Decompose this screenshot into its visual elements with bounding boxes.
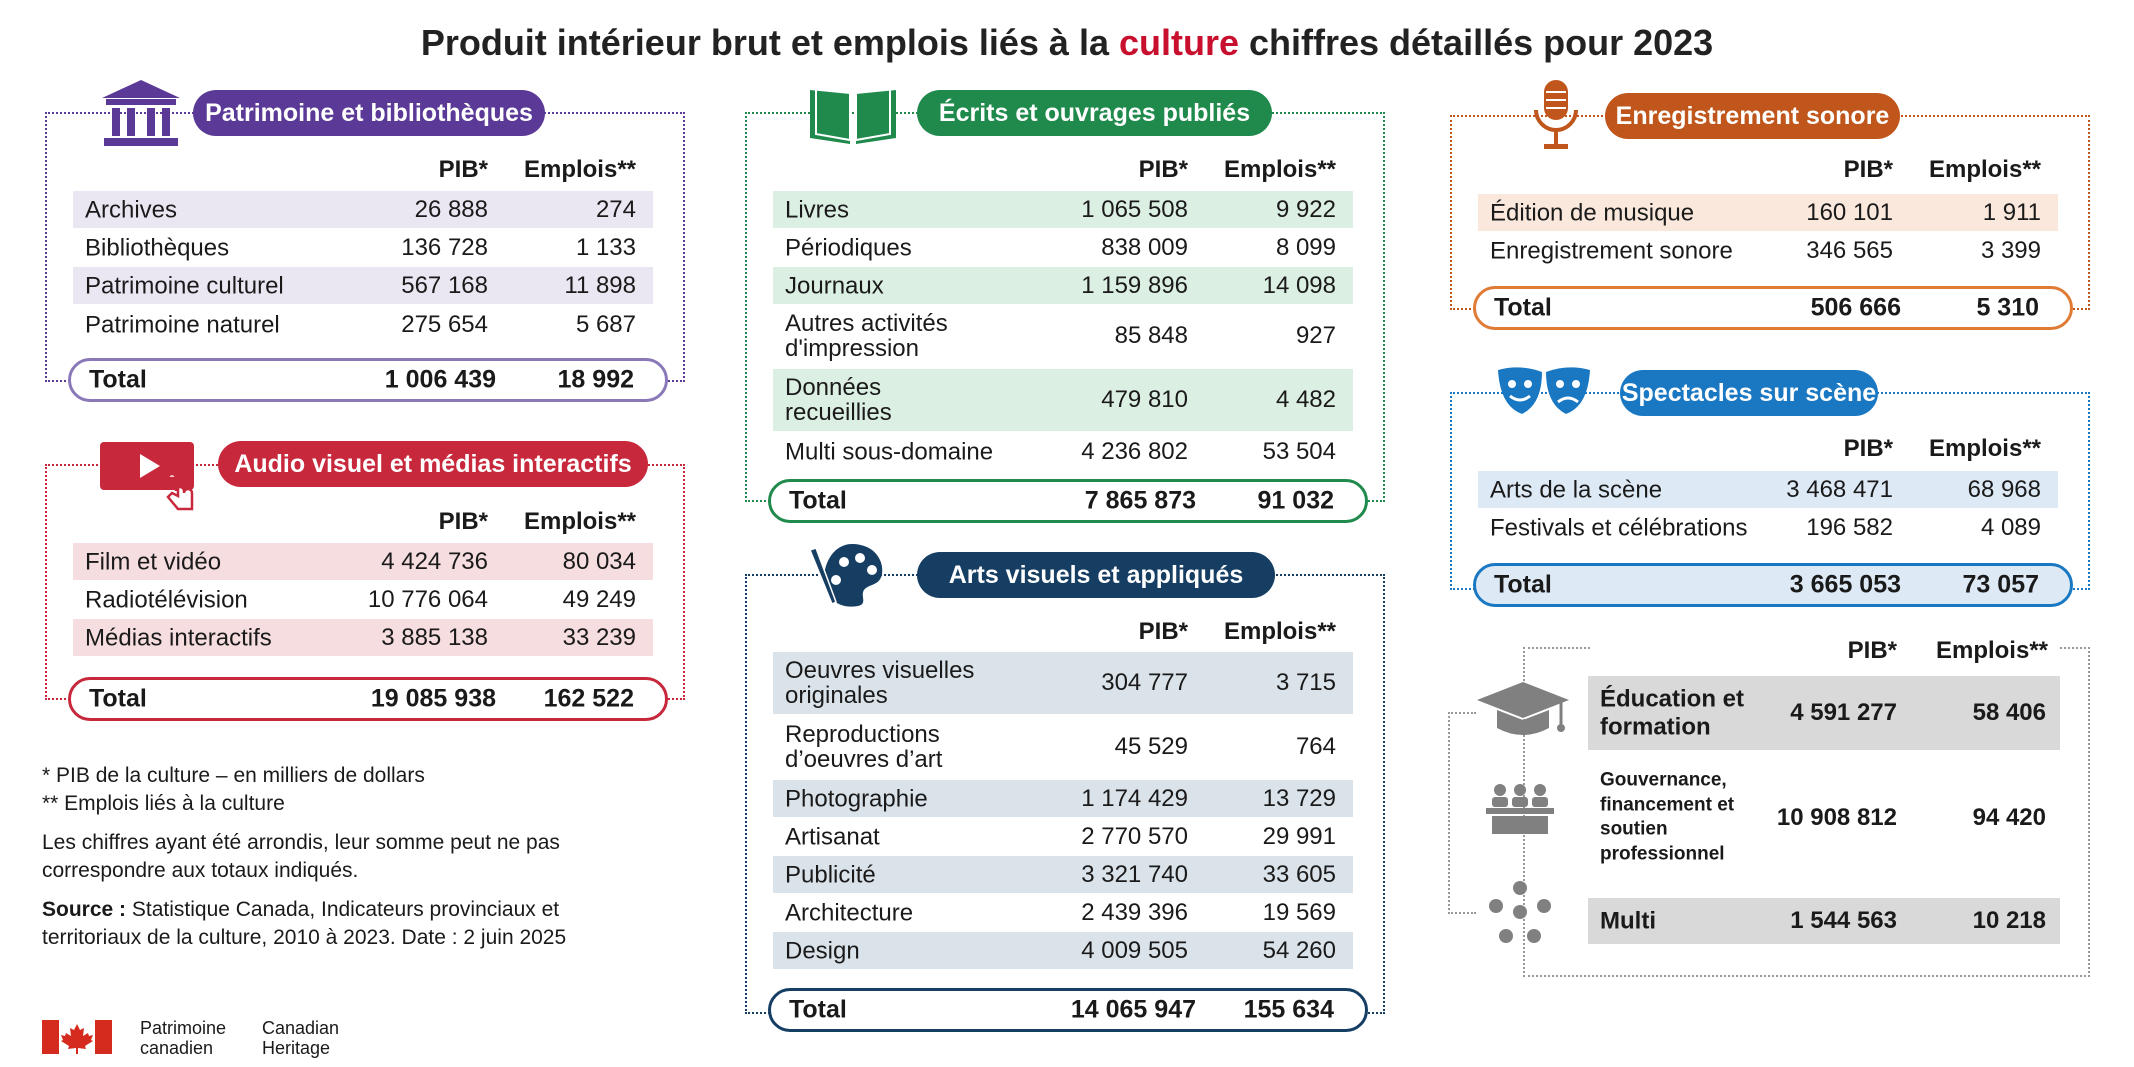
table-row xyxy=(773,856,1353,893)
table-row xyxy=(73,619,653,656)
row-pib: 479 810 xyxy=(1101,386,1188,413)
row-pib: 4 009 505 xyxy=(1081,936,1188,964)
col-headers-patrimoine xyxy=(73,156,653,190)
row-label: Journaux xyxy=(785,271,884,299)
canada-flag-icon xyxy=(42,1020,112,1054)
row-emplois: 80 034 xyxy=(562,547,636,575)
table-row xyxy=(773,267,1353,304)
table-row xyxy=(773,652,1353,714)
row-label: Festivals et célébrations xyxy=(1490,513,1748,541)
table-row xyxy=(1588,768,2060,868)
row-pib: 838 009 xyxy=(1101,233,1188,261)
row-pib: 4 424 736 xyxy=(381,547,488,575)
row-emplois: 49 249 xyxy=(562,585,636,613)
row-pib: 2 439 396 xyxy=(1081,898,1188,926)
row-emplois: 4 482 xyxy=(1275,386,1336,413)
row-emplois: 8 099 xyxy=(1275,233,1336,261)
table-row xyxy=(773,894,1353,931)
footnote-emplois: ** Emplois liés à la culture xyxy=(42,792,285,815)
row-label: Périodiques xyxy=(785,233,912,261)
row-label: Médias interactifs xyxy=(85,623,272,651)
table-row xyxy=(1478,471,2058,508)
table-row xyxy=(1478,232,2058,269)
total-label: Total xyxy=(1494,293,1552,322)
total-pib: 3 665 053 xyxy=(1789,570,1901,599)
row-emplois: 4 089 xyxy=(1980,513,2041,541)
row-emplois: 19 569 xyxy=(1262,898,1336,926)
col-header-pib: PIB* xyxy=(1847,637,1897,664)
logo-en-line1: Canadian xyxy=(262,1018,340,1038)
meeting-icon xyxy=(1482,780,1558,836)
palette-icon xyxy=(808,540,886,610)
col-headers-sonore xyxy=(1478,156,2058,190)
row-label: Radiotélévision xyxy=(85,585,248,613)
row-label: Design xyxy=(785,936,860,964)
row-pib: 3 321 740 xyxy=(1081,860,1188,888)
row-label: Livres xyxy=(785,195,850,223)
table-row xyxy=(773,191,1353,228)
row-label: Arts de la scène xyxy=(1490,475,1663,503)
row-label: Patrimoine culturel xyxy=(85,271,284,299)
logo-fr-line1: Patrimoine xyxy=(140,1018,227,1038)
col-header-emplois: Emplois** xyxy=(1223,156,1336,183)
heading-spectacles: Spectacles sur scène xyxy=(1620,370,1878,416)
row-emplois: 5 687 xyxy=(575,310,636,338)
row-emplois: 9 922 xyxy=(1275,195,1336,223)
col-header-pib: PIB* xyxy=(1138,156,1188,183)
row-pib: 160 101 xyxy=(1806,198,1893,226)
row-pib: 3 468 471 xyxy=(1786,475,1893,503)
table-row xyxy=(773,369,1353,431)
table-row xyxy=(1478,509,2058,546)
graduation-cap-icon xyxy=(1475,680,1571,746)
row-pib: 1 159 896 xyxy=(1081,271,1188,299)
row-emplois: 68 968 xyxy=(1967,475,2041,503)
row-emplois: 927 xyxy=(1295,322,1336,349)
footnote-rounding: Les chiffres ayant été arrondis, leur somme peut ne pas correspondre aux totaux indiqués. xyxy=(42,831,560,883)
row-emplois: 13 729 xyxy=(1262,784,1336,812)
logo-en-line2: Heritage xyxy=(262,1037,331,1058)
book-icon xyxy=(806,82,900,148)
row-emplois: 3 715 xyxy=(1275,669,1336,696)
row-emplois: 33 239 xyxy=(562,623,636,651)
heading-arts: Arts visuels et appliqués xyxy=(917,552,1275,598)
table-row xyxy=(773,433,1353,470)
row-label: Architecture xyxy=(785,898,914,926)
row-label: Éducation et formation xyxy=(1600,685,1745,740)
total-label: Total xyxy=(89,684,147,713)
total-pib: 1 006 439 xyxy=(384,365,496,394)
col-header-pib: PIB* xyxy=(1843,435,1893,462)
col-header-emplois: Emplois** xyxy=(1935,637,2048,664)
total-pib: 19 085 938 xyxy=(370,684,496,713)
row-label: Autres activités d'impression xyxy=(785,309,948,362)
row-label: Archives xyxy=(85,195,178,223)
table-row xyxy=(773,305,1353,367)
title-highlight: culture xyxy=(1118,22,1239,63)
table-row xyxy=(773,932,1353,969)
row-emplois: 54 260 xyxy=(1262,936,1336,964)
total-emplois: 155 634 xyxy=(1243,995,1334,1024)
source-label: Source : xyxy=(42,898,127,921)
table-row xyxy=(73,191,653,228)
logo-fr-line2: canadien xyxy=(140,1037,214,1058)
table-row xyxy=(773,780,1353,817)
col-header-pib: PIB* xyxy=(1843,156,1893,183)
row-emplois: 11 898 xyxy=(564,271,636,299)
row-pib: 4 591 277 xyxy=(1790,699,1897,726)
total-emplois: 91 032 xyxy=(1257,486,1334,515)
row-label: Multi xyxy=(1600,907,1656,935)
table-row xyxy=(73,229,653,266)
col-headers-spectacles xyxy=(1478,435,2058,469)
heading-sonore: Enregistrement sonore xyxy=(1605,93,1900,139)
col-header-emplois: Emplois** xyxy=(1928,156,2041,183)
row-pib: 1 544 563 xyxy=(1790,907,1897,934)
total-row xyxy=(768,988,1368,1032)
row-label: Reproductions d’oeuvres d’art xyxy=(785,720,943,773)
table-row xyxy=(73,543,653,580)
bracket-autres xyxy=(1448,712,1476,914)
row-emplois: 1 911 xyxy=(1982,198,2041,226)
row-pib: 136 728 xyxy=(401,233,488,261)
row-pib: 26 888 xyxy=(414,195,488,223)
row-label: Gouvernance, financement et soutien professionnel xyxy=(1600,769,1735,865)
total-row xyxy=(1473,563,2073,607)
col-header-emplois: Emplois** xyxy=(523,508,636,535)
table-row xyxy=(73,267,653,304)
row-emplois: 1 133 xyxy=(575,233,636,261)
row-pib: 10 776 064 xyxy=(367,585,488,613)
total-emplois: 5 310 xyxy=(1976,293,2039,322)
heading-patrimoine: Patrimoine et bibliothèques xyxy=(193,90,545,136)
total-emplois: 18 992 xyxy=(557,365,634,394)
total-row xyxy=(1473,286,2073,330)
col-headers-audio xyxy=(73,508,653,542)
row-pib: 10 908 812 xyxy=(1776,804,1897,831)
total-pib: 14 065 947 xyxy=(1070,995,1196,1024)
total-label: Total xyxy=(789,486,847,515)
row-label: Données recueillies xyxy=(785,373,892,426)
col-header-emplois: Emplois** xyxy=(1928,435,2041,462)
microphone-icon xyxy=(1532,78,1580,152)
col-header-pib: PIB* xyxy=(1138,618,1188,645)
row-pib: 567 168 xyxy=(401,271,488,299)
table-row xyxy=(773,716,1353,778)
row-label: Artisanat xyxy=(785,822,880,850)
row-pib: 4 236 802 xyxy=(1081,437,1188,465)
row-pib: 85 848 xyxy=(1114,322,1188,349)
row-emplois: 29 991 xyxy=(1262,822,1336,850)
title-part-1: Produit intérieur brut et emplois liés à la xyxy=(420,22,1119,63)
total-pib: 506 666 xyxy=(1810,293,1901,322)
table-row xyxy=(773,818,1353,855)
row-pib: 3 885 138 xyxy=(381,623,488,651)
row-label: Enregistrement sonore xyxy=(1490,236,1733,264)
row-pib: 196 582 xyxy=(1806,513,1893,541)
table-row xyxy=(1478,194,2058,231)
row-label: Patrimoine naturel xyxy=(85,310,280,338)
col-header-emplois: Emplois** xyxy=(523,156,636,183)
row-emplois: 3 399 xyxy=(1980,236,2041,264)
table-row xyxy=(773,229,1353,266)
row-label: Bibliothèques xyxy=(85,233,230,261)
row-emplois: 33 605 xyxy=(1262,860,1336,888)
row-pib: 346 565 xyxy=(1806,236,1893,264)
row-pib: 1 065 508 xyxy=(1081,195,1188,223)
page-title xyxy=(0,22,2134,64)
row-label: Film et vidéo xyxy=(85,547,222,575)
col-header-pib: PIB* xyxy=(438,156,488,183)
row-label: Oeuvres visuelles originales xyxy=(785,656,975,709)
table-row xyxy=(73,581,653,618)
row-emplois: 14 098 xyxy=(1262,271,1336,299)
theater-masks-icon xyxy=(1494,364,1594,420)
col-header-pib: PIB* xyxy=(438,508,488,535)
row-emplois: 10 218 xyxy=(1972,907,2046,934)
logo-text-fr xyxy=(140,1019,226,1059)
row-pib: 1 174 429 xyxy=(1081,784,1188,812)
total-emplois: 162 522 xyxy=(543,684,634,713)
multi-dots-icon xyxy=(1484,878,1556,948)
row-emplois: 764 xyxy=(1295,733,1336,760)
col-header-emplois: Emplois** xyxy=(1223,618,1336,645)
row-emplois: 58 406 xyxy=(1972,699,2046,726)
row-label: Multi sous-domaine xyxy=(785,437,994,465)
museum-icon xyxy=(100,78,182,148)
total-label: Total xyxy=(1494,570,1552,599)
row-emplois: 94 420 xyxy=(1972,804,2046,831)
total-pib: 7 865 873 xyxy=(1084,486,1196,515)
row-label: Édition de musique xyxy=(1490,198,1695,226)
row-label: Photographie xyxy=(785,784,928,812)
heading-audio: Audio visuel et médias interactifs xyxy=(218,441,648,487)
table-row xyxy=(1588,898,2060,944)
total-label: Total xyxy=(789,995,847,1024)
row-emplois: 274 xyxy=(595,195,636,223)
footnote-pib: * PIB de la culture – en milliers de dollars xyxy=(42,764,425,787)
total-row xyxy=(768,479,1368,523)
source-text: Statistique Canada, Indicateurs provinciaux et territoriaux de la culture, 2010 à 2023. Date : 2 juin 2025 xyxy=(42,898,567,950)
table-row xyxy=(1588,676,2060,750)
row-pib: 275 654 xyxy=(401,310,488,338)
row-pib: 304 777 xyxy=(1101,669,1188,696)
col-headers-ecrits xyxy=(773,156,1353,190)
heading-ecrits: Écrits et ouvrages publiés xyxy=(917,90,1272,136)
col-headers-autres xyxy=(1590,635,2060,671)
row-pib: 2 770 570 xyxy=(1081,822,1188,850)
video-play-icon xyxy=(100,440,204,512)
logo-text-en xyxy=(262,1019,339,1059)
total-emplois: 73 057 xyxy=(1962,570,2039,599)
total-row xyxy=(68,677,668,721)
col-headers-arts xyxy=(773,618,1353,652)
table-row xyxy=(73,306,653,343)
row-label: Publicité xyxy=(785,860,876,888)
title-part-2: chiffres détaillés pour 2023 xyxy=(1239,22,1714,63)
row-emplois: 53 504 xyxy=(1262,437,1336,465)
total-label: Total xyxy=(89,365,147,394)
total-row xyxy=(68,358,668,402)
row-pib: 45 529 xyxy=(1114,733,1188,760)
source-note xyxy=(42,896,642,953)
